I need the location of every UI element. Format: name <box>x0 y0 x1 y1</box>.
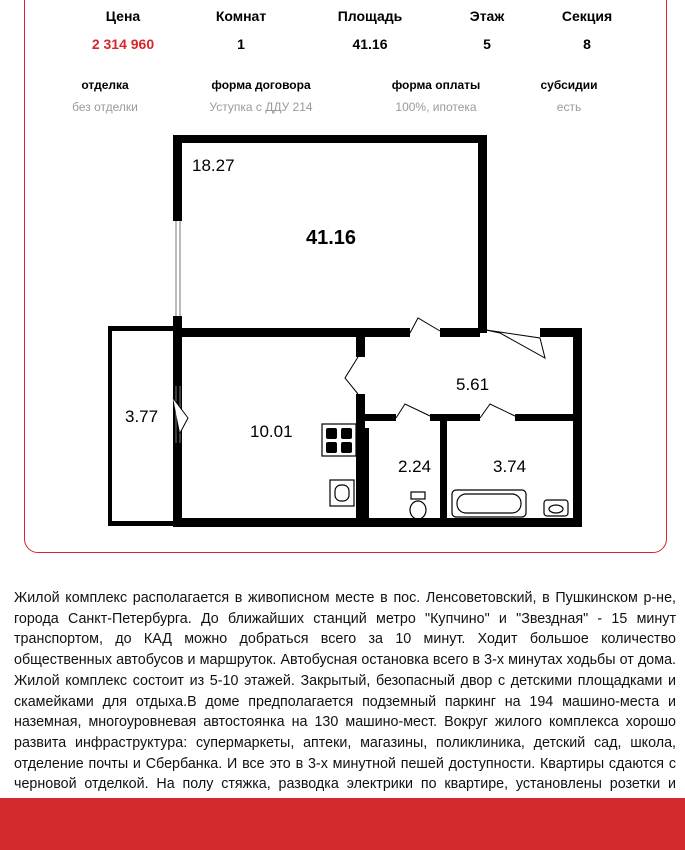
stat-label: Секция <box>561 8 613 24</box>
meta-label: форма договора <box>211 78 311 92</box>
price-value: 2 314 960 <box>91 36 155 52</box>
stat-label: Цена <box>105 8 141 24</box>
meta-value: Уступка с ДДУ 214 <box>209 100 313 114</box>
meta-value: без отделки <box>72 100 138 114</box>
description-text: Жилой комплекс располагается в живописном месте в пос. Ленсоветовский, в Пушкинском р-не, города Санкт-Петербурга. До ближайших станций метро "Купчино" и "Звездная" - 15 минут транспортом, до КАД можно добраться всего за 10 минут. Ходит большое количество общественных автобусов и маршруток. Автобусная остановка всего в 3-х минутах ходьбы от дома. Жилой комплекс состоит из 5-10 этажей. Закрытый, безопасный двор с детскими площадками и скамейками для отдыха.В доме предполагается подземный паркинг на 194 машино-места и наземная, многоуровневая автостоянка на 130 машино-мест. Вокруг жилого комплекса хорошо развита инфраструктура: супермаркеты, аптеки, магазины, поликлиника, детский сад, школа, отделение почты и Сбербанка. И все это в 3-х минутной пешей доступности. Квартиры сдаются с черновой отделкой. На полу стяжка, разводка электрики по квартире, установлены розетки и <box>14 590 676 793</box>
total-area-label: 41.16 <box>306 227 357 249</box>
stat-area <box>310 8 430 52</box>
stat-label: Комнат <box>215 8 267 24</box>
area-value: 41.16 <box>352 36 388 52</box>
stat-price <box>63 8 183 52</box>
kitchen-sink <box>330 480 354 506</box>
bathtub <box>452 490 526 517</box>
balcony-area: 3.77 <box>125 407 159 426</box>
meta-finish <box>30 78 180 114</box>
kitchen-area: 10.01 <box>250 422 293 441</box>
stat-label: Этаж <box>469 8 505 24</box>
meta-payment <box>361 78 511 114</box>
floor-plan <box>100 128 590 538</box>
section-value: 8 <box>583 36 591 52</box>
bath-area: 3.74 <box>493 457 527 476</box>
meta-contract <box>186 78 336 114</box>
hall-area: 5.61 <box>456 375 490 394</box>
meta-label: отделка <box>81 78 129 92</box>
footer-bar <box>0 798 685 850</box>
stat-label: Площадь <box>337 8 403 24</box>
stat-section <box>527 8 647 52</box>
stove <box>322 424 356 456</box>
meta-label: форма оплаты <box>391 78 481 92</box>
floor-value: 5 <box>483 36 491 52</box>
meta-label: субсидии <box>540 78 598 92</box>
meta-subsidy <box>494 78 644 114</box>
toilet <box>410 492 426 519</box>
meta-value: 100%, ипотека <box>395 100 477 114</box>
wc-area: 2.24 <box>398 457 432 476</box>
stat-rooms <box>181 8 301 52</box>
meta-value: есть <box>556 100 582 114</box>
bath-sink <box>544 500 568 516</box>
rooms-value: 1 <box>237 36 245 52</box>
room-main-area: 18.27 <box>192 156 235 175</box>
